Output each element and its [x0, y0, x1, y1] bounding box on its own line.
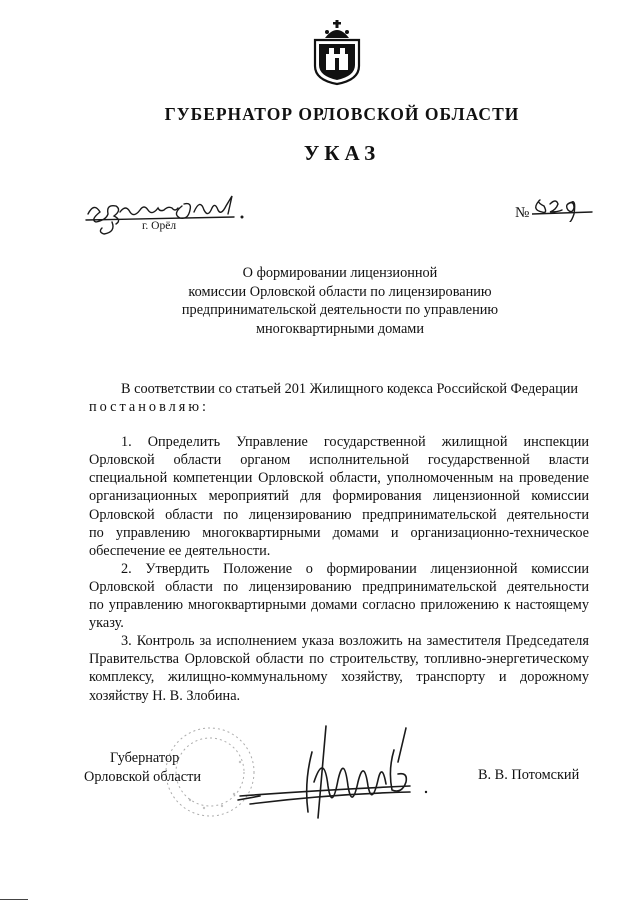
item-line: 1. Определить Управление государственной жилищной инспекции: [121, 434, 589, 451]
decree-body: [89, 380, 589, 705]
item-line: комплексу, жилищно-коммунальному хозяйству, транспорту и дорожному: [89, 669, 589, 686]
item-3: [89, 632, 589, 704]
item-line: Правительства Орловской области по строительству, топливно-энергетическому: [89, 651, 589, 668]
item-line: Орловской области по лицензированию предпринимательской деятельности: [89, 506, 589, 523]
item-line: 3. Контроль за исполнением указа возложить на заместителя Председателя: [121, 633, 589, 650]
handwritten-signature: [230, 722, 440, 832]
signatory-position: [84, 749, 201, 786]
handwritten-number: [532, 194, 594, 222]
item-line: по управлению многоквартирными домами и организационно-техническое: [89, 524, 589, 541]
issue-city: г. Орёл: [142, 220, 177, 232]
signatory-position-line: Губернатор: [110, 750, 180, 766]
coat-of-arms-emblem: [311, 18, 363, 86]
item-line: 2. Утвердить Положение о формировании лицензионной комиссии: [121, 560, 589, 577]
issuing-authority: ГУБЕРНАТОР ОРЛОВСКОЙ ОБЛАСТИ: [164, 104, 520, 124]
item-2: [89, 560, 589, 632]
item-line: специальной компетенции Орловской области, уполномоченным на проведение: [89, 470, 589, 487]
scan-edge-mark: [0, 899, 28, 900]
decree-title: [90, 264, 590, 338]
item-line: организационных мероприятий для формирования лицензионной комиссии: [89, 488, 589, 505]
preamble-decree-word: постановляю:: [89, 399, 209, 416]
number-label: №: [515, 205, 530, 221]
item-line: Орловской области по лицензированию предпринимательской деятельности: [89, 578, 589, 595]
title-line: О формировании лицензионной: [242, 265, 438, 281]
document-type: УКАЗ: [303, 141, 381, 165]
item-line: указу.: [89, 615, 124, 632]
item-1: [89, 433, 589, 560]
item-line: по управлению многоквартирными домами согласно приложению к настоящему: [89, 597, 589, 614]
title-line: многоквартирными домами: [255, 320, 425, 337]
item-line: хозяйству Н. В. Злобина.: [89, 687, 241, 704]
item-line: Орловской области органом исполнительной государственной власти: [89, 452, 589, 469]
signatory-position-line: Орловской области: [84, 768, 201, 785]
item-line: обеспечение ее деятельности.: [89, 542, 271, 559]
title-line: комиссии Орловской области по лицензированию: [188, 283, 492, 300]
signatory-name: В. В. Потомский: [478, 767, 580, 783]
title-line: предпринимательской деятельности по управлению: [181, 302, 499, 319]
preamble-line: В соответствии со статьей 201 Жилищного кодекса Российской Федерации: [121, 381, 579, 397]
